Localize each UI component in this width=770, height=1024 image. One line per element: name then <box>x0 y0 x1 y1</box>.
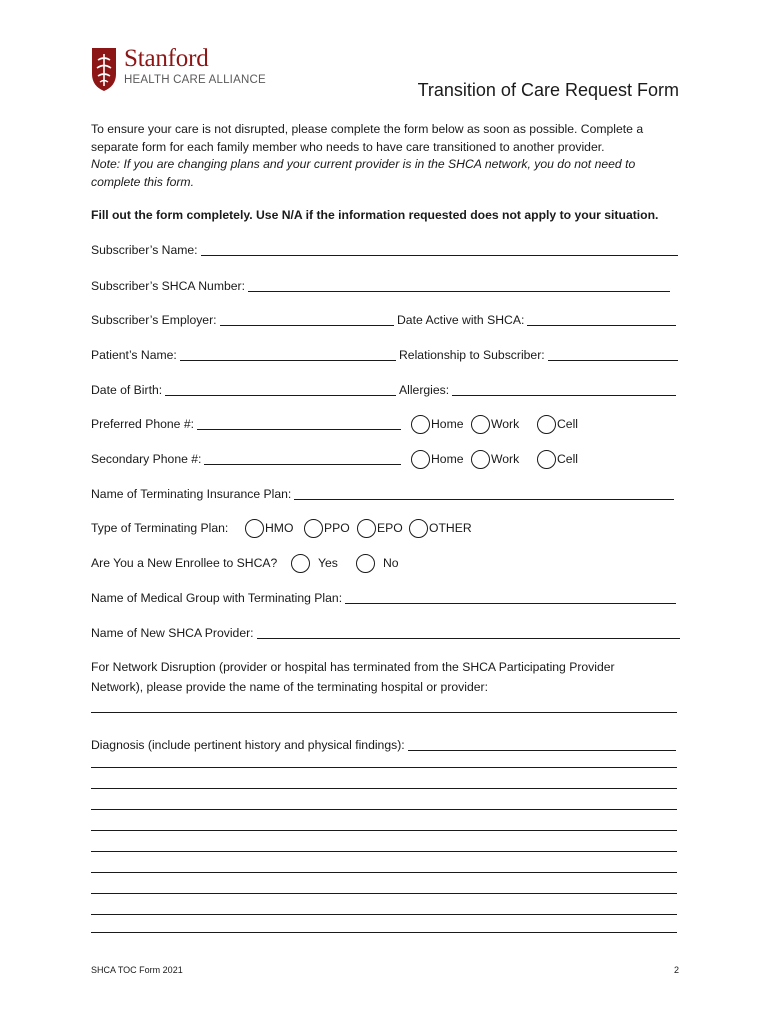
new-provider-field[interactable] <box>91 622 680 644</box>
preferred-phone-work-label: Work <box>491 417 520 431</box>
radio-circle[interactable] <box>471 415 490 434</box>
date-active-line[interactable] <box>527 311 676 326</box>
new-enrollee-yes-label: Yes <box>318 556 338 570</box>
secondary-phone-work-label: Work <box>491 452 520 466</box>
relationship-label: Relationship to Subscriber: <box>399 348 545 362</box>
allergies-line[interactable] <box>452 381 676 396</box>
patient-name-field[interactable] <box>91 344 396 366</box>
patient-row <box>91 344 678 366</box>
radio-circle[interactable] <box>357 519 376 538</box>
radio-circle[interactable] <box>291 554 310 573</box>
plan-type-ppo-label: PPO <box>324 521 350 535</box>
diagnosis-answer-line[interactable] <box>91 809 677 810</box>
dob-field[interactable] <box>91 379 396 401</box>
subscriber-name-field[interactable] <box>91 239 678 261</box>
radio-circle[interactable] <box>537 415 556 434</box>
radio-circle[interactable] <box>411 415 430 434</box>
preferred-phone-row <box>91 413 678 435</box>
intro-note-2: complete this form. <box>91 174 194 189</box>
secondary-phone-row <box>91 448 678 470</box>
new-provider-row <box>91 622 678 644</box>
new-enrollee-no-radio[interactable] <box>356 552 399 574</box>
terminating-plan-name-line[interactable] <box>294 485 674 500</box>
radio-circle[interactable] <box>304 519 323 538</box>
intro-line-2: separate form for each family member who needs to have care transitioned to another provider. <box>91 139 605 154</box>
diagnosis-field[interactable] <box>91 734 676 756</box>
allergies-field[interactable] <box>399 379 676 401</box>
subscriber-name-row <box>91 239 678 261</box>
preferred-phone-cell-label: Cell <box>557 417 578 431</box>
secondary-phone-label: Secondary Phone #: <box>91 452 202 466</box>
footer-form-id: SHCA TOC Form 2021 <box>91 965 183 975</box>
secondary-phone-home-label: Home <box>431 452 464 466</box>
new-enrollee-yes-radio[interactable] <box>291 552 338 574</box>
shca-number-line[interactable] <box>248 277 670 292</box>
allergies-label: Allergies: <box>399 383 450 397</box>
patient-name-label: Patient’s Name: <box>91 348 177 362</box>
logo-subtitle: HEALTH CARE ALLIANCE <box>124 74 266 86</box>
employer-line[interactable] <box>220 311 394 326</box>
secondary-phone-cell-label: Cell <box>557 452 578 466</box>
radio-circle[interactable] <box>245 519 264 538</box>
preferred-phone-label: Preferred Phone #: <box>91 417 194 431</box>
employer-field[interactable] <box>91 309 394 331</box>
intro-line-1: To ensure your care is not disrupted, please complete the form below as soon as possible. Complete a <box>91 122 644 136</box>
new-enrollee-label: Are You a New Enrollee to SHCA? <box>91 556 278 570</box>
plan-type-other-radio[interactable] <box>409 517 472 539</box>
intro-note-1: Note: If you are changing plans and your current provider is in the SHCA network, you do not need to <box>91 157 636 171</box>
date-active-field[interactable] <box>397 309 676 331</box>
radio-circle[interactable] <box>356 554 375 573</box>
diagnosis-answer-line[interactable] <box>91 788 677 789</box>
secondary-phone-work-radio[interactable] <box>471 448 519 470</box>
form-title: Transition of Care Request Form <box>417 80 679 100</box>
preferred-phone-line[interactable] <box>197 415 401 430</box>
preferred-phone-home-label: Home <box>431 417 464 431</box>
secondary-phone-cell-radio[interactable] <box>537 448 578 470</box>
diagnosis-answer-line[interactable] <box>91 872 677 873</box>
radio-circle[interactable] <box>537 450 556 469</box>
diagnosis-row <box>91 734 678 756</box>
plan-type-hmo-radio[interactable] <box>245 517 293 539</box>
secondary-phone-line[interactable] <box>204 450 401 465</box>
network-disruption-line-1: For Network Disruption (provider or hospital has terminated from the SHCA Participating Provider <box>91 660 615 674</box>
diagnosis-answer-line[interactable] <box>91 767 677 768</box>
dob-line[interactable] <box>165 381 396 396</box>
date-active-label: Date Active with SHCA: <box>397 313 525 327</box>
dob-row <box>91 379 678 401</box>
terminating-plan-name-field[interactable] <box>91 483 674 505</box>
medical-group-row <box>91 587 678 609</box>
diagnosis-answer-line[interactable] <box>91 914 677 915</box>
medical-group-line[interactable] <box>345 589 676 604</box>
new-enrollee-no-label: No <box>383 556 399 570</box>
new-provider-line[interactable] <box>257 624 680 639</box>
stanford-shield-icon <box>90 46 118 92</box>
subscriber-name-line[interactable] <box>201 241 678 256</box>
terminating-plan-name-row <box>91 483 678 505</box>
radio-circle[interactable] <box>411 450 430 469</box>
terminating-plan-name-label: Name of Terminating Insurance Plan: <box>91 487 292 501</box>
diagnosis-answer-line[interactable] <box>91 932 677 933</box>
relationship-line[interactable] <box>548 346 678 361</box>
subscriber-name-label: Subscriber’s Name: <box>91 243 198 257</box>
preferred-phone-cell-radio[interactable] <box>537 413 578 435</box>
secondary-phone-home-radio[interactable] <box>411 448 464 470</box>
preferred-phone-field[interactable] <box>91 413 401 435</box>
stanford-logo <box>90 46 266 94</box>
network-disruption-answer-line[interactable] <box>91 712 677 713</box>
radio-circle[interactable] <box>471 450 490 469</box>
plan-type-other-label: OTHER <box>429 521 472 535</box>
shca-number-row <box>91 275 678 297</box>
shca-number-label: Subscriber’s SHCA Number: <box>91 279 245 293</box>
relationship-field[interactable] <box>399 344 678 366</box>
patient-name-line[interactable] <box>180 346 396 361</box>
form-instruction: Fill out the form completely. Use N/A if the information requested does not apply to your situation. <box>91 208 659 222</box>
plan-type-label: Type of Terminating Plan: <box>91 521 229 535</box>
new-enrollee-row <box>91 552 678 574</box>
logo-name: Stanford <box>124 45 209 72</box>
network-disruption-line-2: Network), please provide the name of the terminating hospital or provider: <box>91 680 488 694</box>
plan-type-ppo-radio[interactable] <box>304 517 350 539</box>
employer-label: Subscriber’s Employer: <box>91 313 217 327</box>
footer-page-number: 2 <box>673 965 679 975</box>
shca-number-field[interactable] <box>91 275 670 297</box>
diagnosis-answer-line[interactable] <box>91 851 677 852</box>
preferred-phone-home-radio[interactable] <box>411 413 464 435</box>
dob-label: Date of Birth: <box>91 383 163 397</box>
radio-circle[interactable] <box>409 519 428 538</box>
medical-group-field[interactable] <box>91 587 676 609</box>
medical-group-label: Name of Medical Group with Terminating Plan: <box>91 591 343 605</box>
plan-type-epo-radio[interactable] <box>357 517 403 539</box>
preferred-phone-work-radio[interactable] <box>471 413 519 435</box>
diagnosis-answer-line[interactable] <box>91 893 677 894</box>
plan-type-row <box>91 517 678 539</box>
diagnosis-line[interactable] <box>408 736 676 751</box>
diagnosis-label: Diagnosis (include pertinent history and physical findings): <box>91 738 405 752</box>
plan-type-hmo-label: HMO <box>265 521 294 535</box>
secondary-phone-field[interactable] <box>91 448 401 470</box>
employer-row <box>91 309 678 331</box>
diagnosis-answer-line[interactable] <box>91 830 677 831</box>
new-provider-label: Name of New SHCA Provider: <box>91 626 254 640</box>
plan-type-epo-label: EPO <box>377 521 403 535</box>
